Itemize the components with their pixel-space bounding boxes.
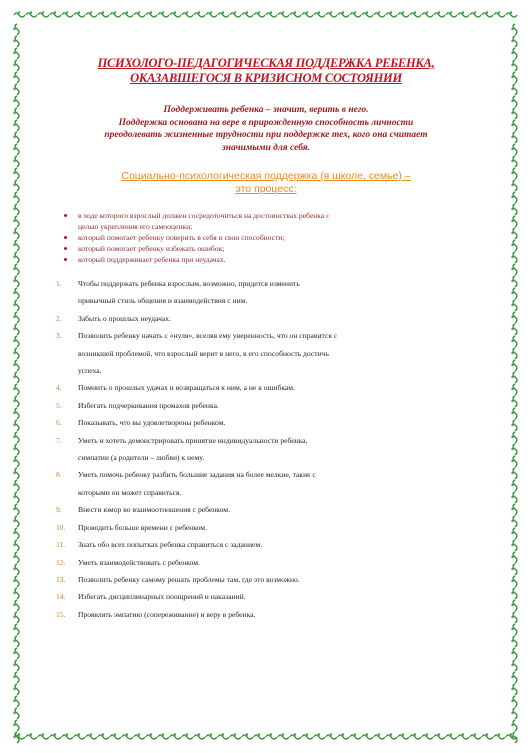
subtitle-line-2: это процесс: [235, 183, 297, 195]
step-item [78, 484, 476, 501]
step-number: 9. [56, 505, 62, 515]
step-text: Знать обо всех попытках ребенка справиться с заданием. [78, 540, 263, 550]
bullet-item: который помогает ребенку избежать ошибок; [78, 243, 476, 254]
step-text: Позволить ребенку самому решать проблемы там, где это возможно. [78, 574, 300, 584]
step-text: Забыть о прошлых неудачах. [78, 313, 171, 323]
motto-line-1: Поддерживать ребенка – значит, верить в него. [163, 105, 369, 115]
step-item [56, 397, 476, 414]
motto-quote [56, 104, 476, 154]
subtitle-line-1: Социально-психологическая поддержка (в школе, семье) – [121, 170, 411, 182]
step-number: 6. [56, 418, 62, 428]
step-item [78, 449, 476, 466]
step-number: 11. [56, 540, 66, 550]
bullet-item: который помогает ребенку поверить в себя и свои способности; [78, 232, 476, 243]
step-text: Показывать, что вы удовлетворены ребенком. [78, 418, 226, 428]
step-text: успеха. [78, 366, 102, 376]
step-number: 13. [56, 574, 66, 584]
step-item [56, 310, 476, 327]
step-text: Внести юмор во взаимоотношения с ребенком. [78, 505, 230, 515]
bullet-item: в ходе которого взрослый должен сосредоточиться на достоинствах ребенка с [78, 210, 476, 221]
step-item [56, 519, 476, 536]
step-item [56, 466, 476, 483]
step-number: 5. [56, 400, 62, 410]
step-number: 10. [56, 522, 66, 532]
step-item [56, 588, 476, 605]
step-text: привычный стиль общения и взаимодействия с ним. [78, 296, 248, 306]
step-item [56, 606, 476, 623]
step-item [78, 292, 476, 309]
step-item [56, 275, 476, 292]
step-item [78, 345, 476, 362]
step-number: 14. [56, 592, 66, 602]
step-item [56, 536, 476, 553]
motto-line-2: Поддержка основана на вере в прирожденную способность личности [118, 117, 414, 128]
step-item [56, 414, 476, 431]
step-text: Помнить о прошлых удачах и возвращаться к ним, а не к ошибкам. [78, 383, 296, 393]
step-text: Уметь и хотеть демонстрировать принятие индивидуальности ребенка, [78, 435, 308, 445]
process-bullet-list [56, 210, 476, 265]
step-text: Уметь помочь ребенку разбить большие задания на более мелкие, такие с [78, 470, 316, 480]
bullet-item-continuation: целью укрепления его самооценки; [78, 222, 193, 231]
step-text: Проявлять эмпатию (сопереживание) и веру в ребенка. [78, 609, 256, 619]
step-text: Позволить ребенку начать с «нуля», вселяя ему уверенность, что он справится с [78, 331, 338, 341]
step-number: 2. [56, 313, 62, 323]
step-text: Избегать дисциплинарных поощрений и наказаний. [78, 592, 246, 602]
step-text: возникшей проблемой, что взрослый верит в него, в его способность достичь [78, 348, 329, 358]
motto-line-4: значимыми для себя. [222, 142, 310, 153]
step-text: Проводить больше времени с ребенком. [78, 522, 207, 532]
step-item [78, 362, 476, 379]
step-text: Чтобы поддержать ребенка взрослым, возможно, придется изменить [78, 279, 300, 288]
step-text: симпатии (а родители – любви) к нему. [78, 453, 205, 463]
step-number: 4. [56, 383, 62, 393]
step-number: 3. [56, 331, 62, 341]
step-item [56, 554, 476, 571]
motto-line-3: преодолевать жизненные трудности при поддержке тех, кого она считает [104, 130, 428, 140]
step-item [56, 571, 476, 588]
section-subtitle [56, 170, 476, 196]
step-text: Избегать подчеркивания промахов ребенка. [78, 400, 219, 410]
step-item [56, 327, 476, 344]
support-steps-list [56, 275, 476, 623]
step-number: 15. [56, 609, 66, 619]
step-item [56, 501, 476, 518]
step-number: 8. [56, 470, 62, 480]
step-number: 1. [56, 279, 62, 288]
step-text: которыми он может справиться. [78, 487, 182, 497]
step-text: Уметь взаимодействовать с ребенком. [78, 557, 200, 567]
step-number: 7. [56, 435, 62, 445]
document-body [56, 56, 476, 623]
bullet-item: который поддерживает ребенка при неудачах. [78, 254, 476, 265]
title-line-2: ОКАЗАВШЕГОСЯ В КРИЗИСНОМ СОСТОЯНИИ [130, 71, 402, 85]
step-item [56, 379, 476, 396]
title-line-1: ПСИХОЛОГО-ПЕДАГОГИЧЕСКАЯ ПОДДЕРЖКА РЕБЕНКА, [97, 56, 435, 70]
document-title [56, 56, 476, 86]
step-item [56, 432, 476, 449]
step-number: 12. [56, 557, 66, 567]
